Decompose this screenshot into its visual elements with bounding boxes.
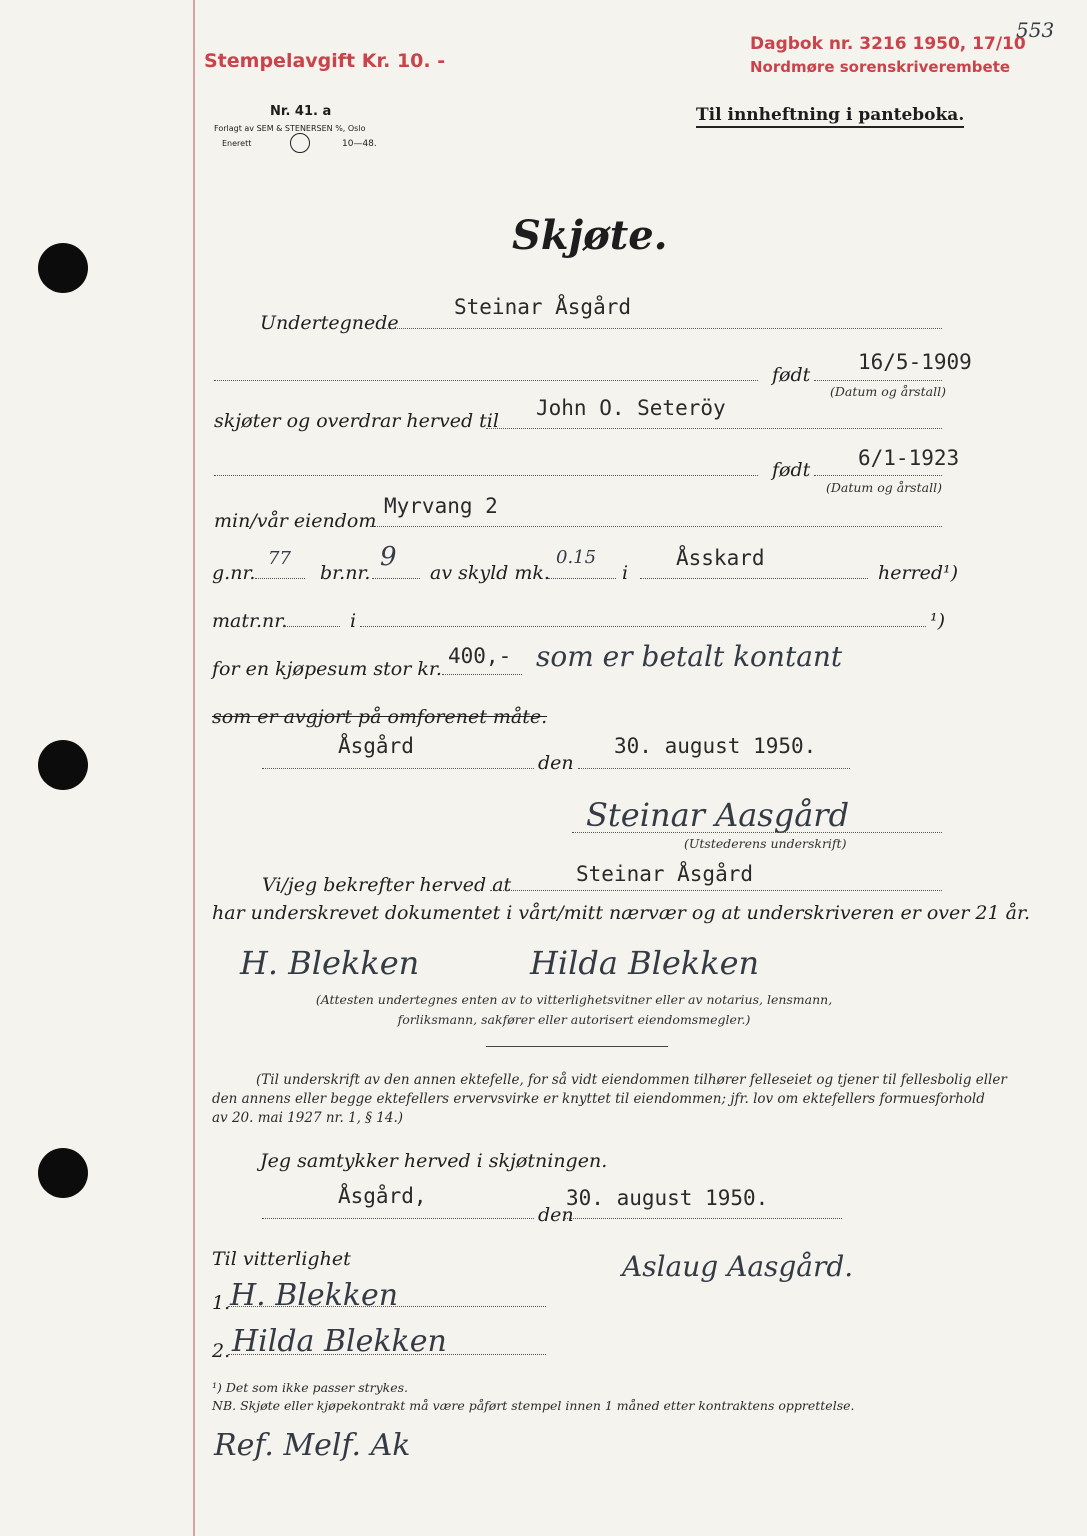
- date: 30. august 1950.: [614, 734, 817, 758]
- dotted-line: [442, 674, 522, 675]
- vitterlighet-label: Til vitterlighet: [212, 1248, 351, 1270]
- price-note: som er betalt kontant: [536, 640, 843, 673]
- buyer-name: John O. Seteröy: [536, 396, 726, 420]
- dotted-line: [640, 578, 868, 579]
- skyld-value: 0.15: [556, 547, 597, 568]
- spouse-note-1: (Til underskrift av den annen ektefelle, for så vidt eiendommen tilhører felleseiet og tjener til fellesbolig eller: [256, 1072, 1007, 1088]
- datum-hint: (Datum og årstall): [830, 384, 946, 399]
- binding-note: Til innheftning i panteboka.: [696, 105, 964, 128]
- spouse-note-2: den annens eller begge ektefellers ervervsvirke er knyttet til eiendommen; jfr. lov om ektefellers formuesforhold: [212, 1091, 985, 1107]
- publisher-sub: Enerett: [222, 139, 252, 148]
- fodt-label: født: [772, 459, 811, 481]
- punch-hole: [38, 740, 88, 790]
- document-title: Skjøte.: [512, 212, 668, 259]
- confirm-text: har underskrevet dokumentet i vårt/mitt nærvær og at underskriveren er over 21 år.: [212, 902, 1030, 924]
- dotted-line: [370, 526, 942, 527]
- dotted-line: [372, 578, 420, 579]
- dotted-line: [548, 578, 616, 579]
- dotted-line: [384, 328, 942, 329]
- skyld-label: av skyld mk.: [430, 562, 550, 584]
- issuer-signature: Steinar Aasgård: [586, 796, 850, 834]
- dotted-line: [255, 578, 305, 579]
- i-label: i: [350, 610, 357, 632]
- dotted-line: [572, 832, 942, 833]
- attest-note-1: (Attesten undertegnes enten av to vitterlighetsvitner eller av notarius, lensmann,: [315, 992, 833, 1007]
- dotted-line: [262, 768, 534, 769]
- witness-line-signature-1: H. Blekken: [230, 1278, 399, 1313]
- transfer-label: skjøter og overdrar herved til: [214, 410, 499, 432]
- witness-signature-2: Hilda Blekken: [530, 944, 760, 982]
- place: Åsgård: [338, 734, 414, 758]
- consent-place: Åsgård,: [338, 1184, 427, 1208]
- footnote-1: ¹) Det som ikke passer strykes.: [212, 1380, 409, 1395]
- dotted-line: [284, 626, 340, 627]
- dotted-line: [486, 428, 942, 429]
- dotted-line: [262, 1218, 534, 1219]
- dotted-line: [490, 890, 942, 891]
- herred-value: Åsskard: [676, 546, 765, 570]
- brnr-label: br.nr.: [320, 562, 371, 584]
- spouse-note-3: av 20. mai 1927 nr. 1, § 14.): [212, 1110, 404, 1126]
- issuer-hint: (Utstederens underskrift): [684, 836, 847, 851]
- consent-text: Jeg samtykker herved i skjøtningen.: [260, 1150, 608, 1172]
- seller-name: Steinar Åsgård: [454, 295, 632, 319]
- witness-signature-1: H. Blekken: [240, 944, 420, 982]
- witness-number-2: 2.: [212, 1340, 231, 1362]
- attest-note-2: forliksmann, sakfører eller autorisert eiendomsmegler.): [397, 1012, 751, 1027]
- buyer-born: 6/1-1923: [858, 446, 960, 470]
- divider: [486, 1046, 668, 1047]
- spouse-signature: Aslaug Aasgård.: [622, 1250, 854, 1283]
- undertegnede-label: Undertegnede: [260, 312, 399, 334]
- price-value: 400,-: [448, 644, 512, 668]
- confirm-label: Vi/jeg bekrefter herved at: [262, 874, 512, 896]
- seller-born: 16/5-1909: [858, 350, 972, 374]
- publisher-logo-icon: [290, 133, 310, 153]
- den-label: den: [538, 752, 574, 774]
- dagbok-stamp: Dagbok nr. 3216 1950, 17/10: [750, 34, 1026, 54]
- punch-hole: [38, 1148, 88, 1198]
- edition: 10—48.: [342, 139, 377, 149]
- den-label: den: [538, 1204, 574, 1226]
- property-name: Myrvang 2: [384, 494, 498, 518]
- dotted-line: [228, 1354, 546, 1355]
- punch-hole: [38, 243, 88, 293]
- office-stamp: Nordmøre sorenskriverembete: [750, 58, 1011, 76]
- witness-line-signature-2: Hilda Blekken: [232, 1324, 447, 1359]
- datum-hint: (Datum og årstall): [826, 480, 942, 495]
- i-label: i: [622, 562, 629, 584]
- margin-rule: [193, 0, 195, 1536]
- dotted-line: [814, 475, 942, 476]
- gnr-value: 77: [268, 548, 291, 569]
- dotted-line: [228, 1306, 546, 1307]
- fodt-label: født: [772, 364, 811, 386]
- consent-date: 30. august 1950.: [566, 1186, 769, 1210]
- confirm-name: Steinar Åsgård: [576, 862, 754, 886]
- dotted-line: [360, 626, 926, 627]
- dotted-line: [578, 768, 850, 769]
- price-label: for en kjøpesum stor kr.: [212, 658, 442, 680]
- dotted-line: [214, 380, 758, 381]
- footnote-2: NB. Skjøte eller kjøpekontrakt må være påført stempel innen 1 måned etter kontraktens opprettelse.: [212, 1398, 855, 1413]
- witness-number-1: 1.: [212, 1292, 231, 1314]
- dotted-line: [214, 475, 758, 476]
- form-number: Nr. 41. a: [270, 104, 332, 119]
- struck-clause: som er avgjort på omforenet måte.: [212, 706, 548, 728]
- reference-note: Ref. Melf. Ak: [214, 1428, 411, 1463]
- matr-label: matr.nr.: [212, 610, 288, 632]
- stamp-fee: Stempelavgift Kr. 10. -: [204, 50, 446, 72]
- folio-number: 553: [1016, 18, 1055, 42]
- herred-label: herred¹): [878, 562, 959, 584]
- gnr-label: g.nr.: [212, 562, 256, 584]
- dotted-line: [564, 1218, 842, 1219]
- footnote-mark: ¹): [930, 610, 946, 632]
- publisher: Forlagt av SEM & STENERSEN %, Oslo: [214, 124, 366, 133]
- dotted-line: [814, 380, 942, 381]
- property-label: min/vår eiendom: [214, 510, 377, 532]
- brnr-value: 9: [380, 542, 397, 572]
